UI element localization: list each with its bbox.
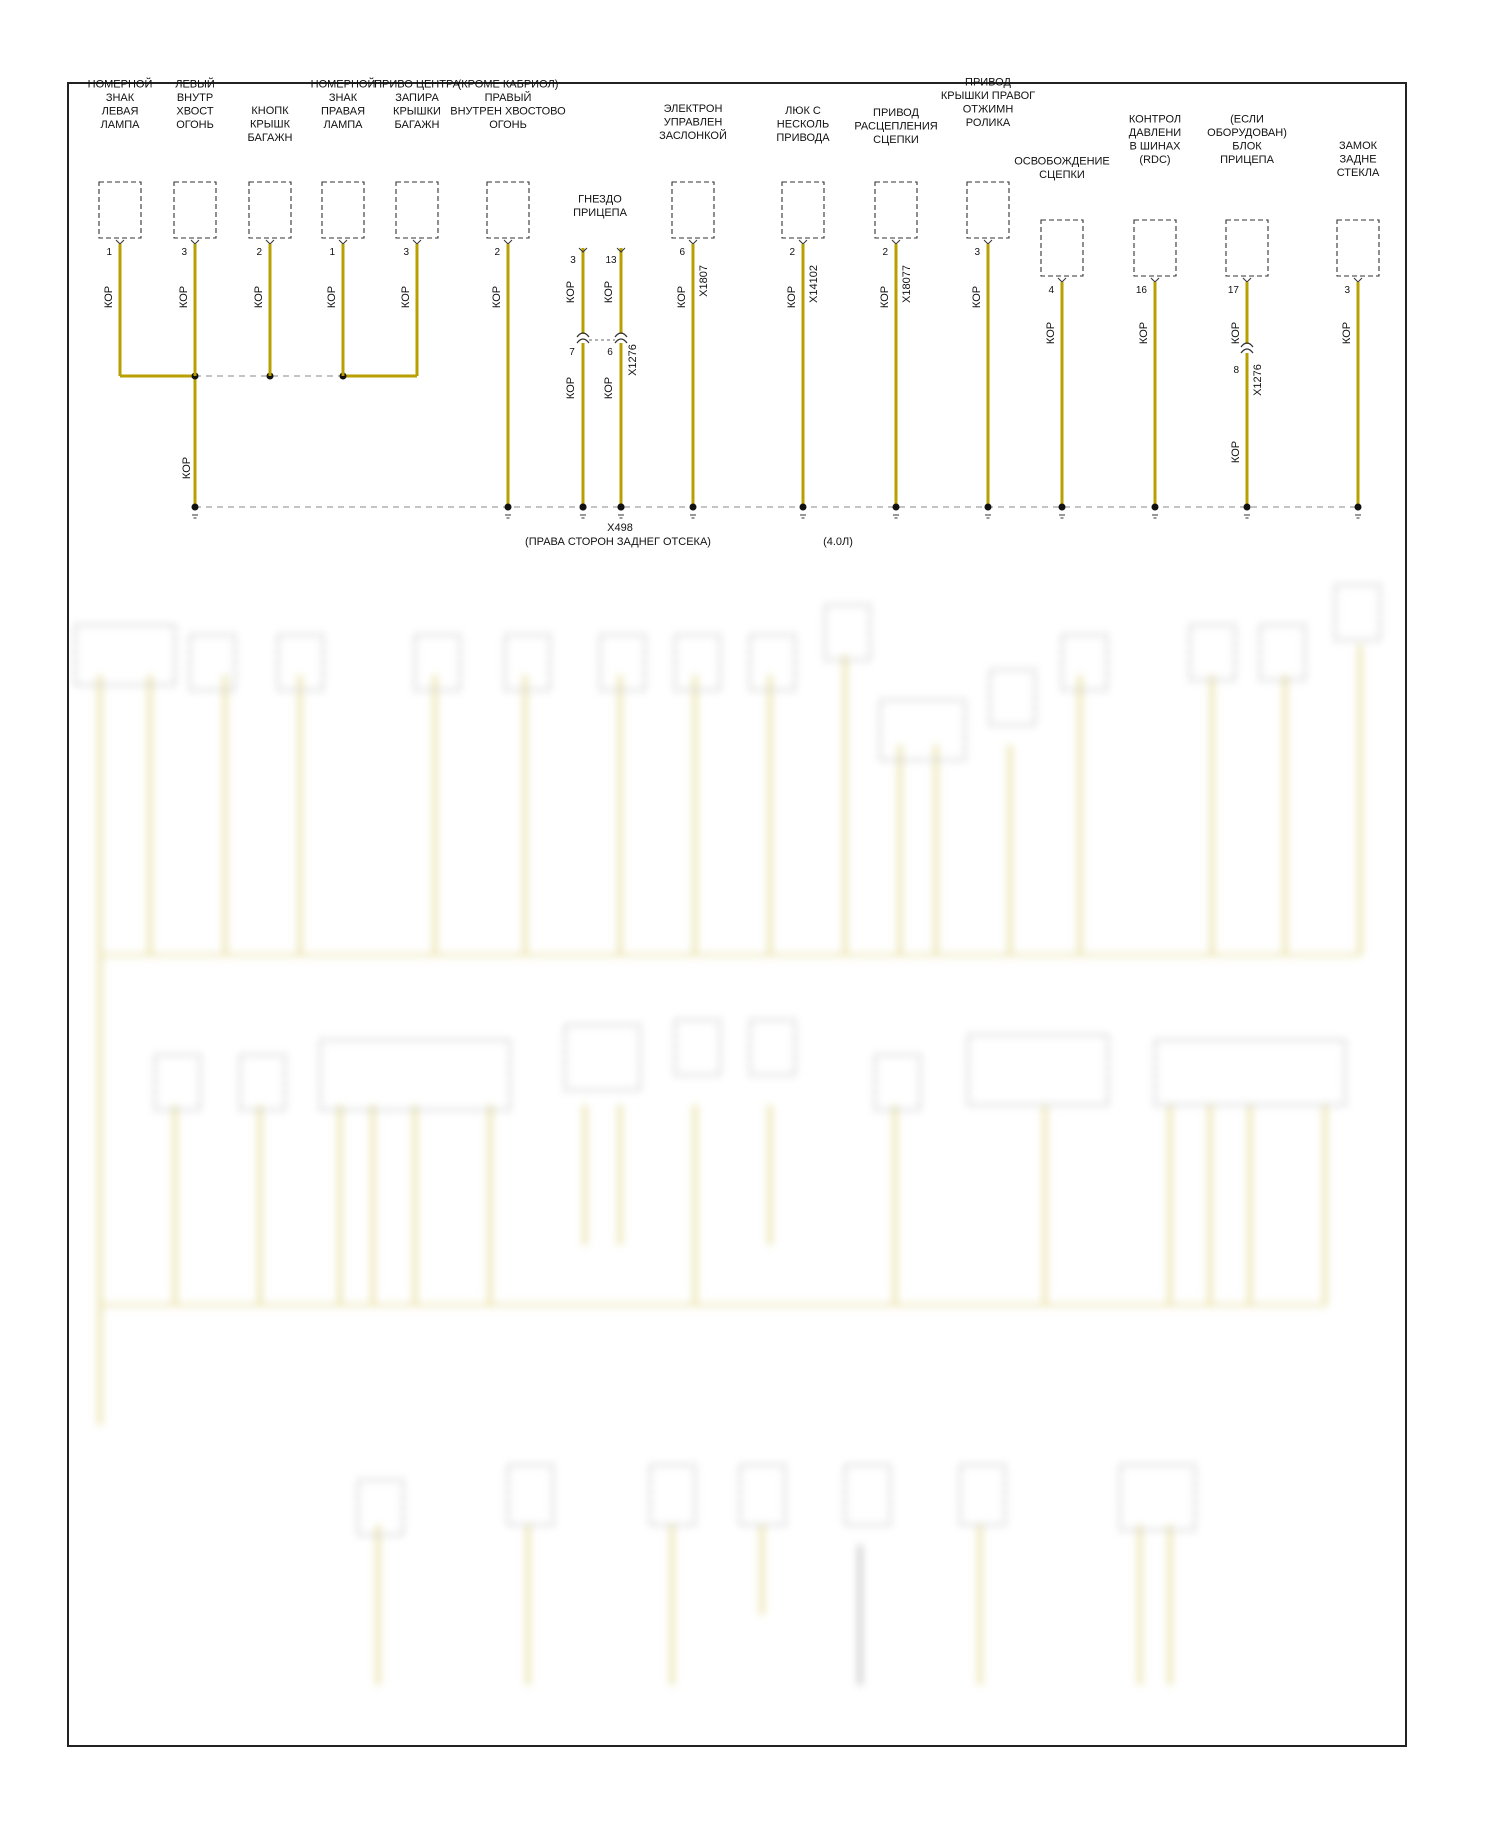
- wire-color-label: КОР: [603, 376, 615, 400]
- ground-node: [800, 504, 807, 511]
- connector-id: X1807: [698, 265, 710, 297]
- component-label: ЗАПИРА: [395, 92, 439, 104]
- wire-color-label: КОР: [1341, 321, 1353, 345]
- component-label: НОМЕРНОЙ: [87, 78, 153, 91]
- wire-color-label: КОР: [400, 285, 412, 309]
- component-label: ПРИВОДА: [776, 132, 830, 144]
- component-label: ЛАМПА: [100, 119, 140, 131]
- ground-node: [985, 504, 992, 511]
- component-label: БАГАЖН: [394, 119, 440, 131]
- component-label: ВНУТРЕН ХВОСТОВО: [450, 105, 566, 118]
- inline-connector-symbol: [1241, 343, 1253, 347]
- component-box: [174, 182, 216, 238]
- component-label: (КРОМЕ КАБРИОЛ): [457, 78, 559, 91]
- component-label: СТЕКЛА: [1336, 167, 1380, 179]
- ground-node: [1059, 504, 1066, 511]
- ground-location: (ПРАВА СТОРОН ЗАДНЕГ ОТСЕКА): [525, 536, 711, 548]
- component-label: ЗАМОК: [1338, 140, 1378, 152]
- component-label: ГНЕЗДО: [578, 193, 622, 206]
- pin-number: 13: [605, 255, 617, 266]
- inline-connector-symbol: [577, 333, 589, 337]
- connector-id: X1276: [1252, 364, 1264, 396]
- connector-arrow: [116, 240, 124, 244]
- connector-id: X18077: [901, 265, 913, 303]
- component-box: [487, 182, 529, 238]
- pin-number: 1: [106, 247, 112, 258]
- component-label: ПРАВЫЙ: [484, 92, 532, 104]
- component-label: ЛЮК С: [785, 105, 821, 117]
- component-label: В ШИНАХ: [1129, 140, 1181, 153]
- ground-node: [893, 504, 900, 511]
- component-label: РАСЦЕПЛЕНИЯ: [854, 120, 938, 133]
- component-label: ЗАСЛОНКОЙ: [659, 130, 727, 142]
- ground-node: [618, 504, 625, 511]
- ground-node: [1355, 504, 1362, 511]
- component-box: [1226, 220, 1268, 276]
- wire-color-label: КОР: [103, 285, 115, 309]
- component-label: ЛЕВЫЙ: [175, 78, 215, 91]
- wire-color-label: КОР: [565, 376, 577, 400]
- component-box: [1337, 220, 1379, 276]
- pin-number: 3: [403, 247, 409, 258]
- component-label: (ЕСЛИ: [1230, 113, 1264, 126]
- component-label: ХВОСТ: [176, 105, 214, 118]
- pin-number: 4: [1048, 285, 1054, 296]
- inline-connector-symbol: [577, 339, 589, 343]
- component-label: ОГОНЬ: [176, 119, 214, 131]
- wire-color-label: КОР: [879, 285, 891, 309]
- wire-color-label: КОР: [1230, 321, 1242, 345]
- component-label: ЗНАК: [105, 92, 135, 104]
- component-label: ВНУТР: [176, 92, 214, 104]
- component-label: НЕСКОЛЬ: [776, 118, 830, 131]
- component-box: [99, 182, 141, 238]
- ground-node: [580, 504, 587, 511]
- connector-arrow: [984, 240, 992, 244]
- component-label: СЦЕПКИ: [1039, 169, 1085, 181]
- component-label: КРЫШКИ: [393, 105, 441, 118]
- component-box: [1134, 220, 1176, 276]
- component-box: [782, 182, 824, 238]
- component-label: ПРАВАЯ: [320, 105, 366, 118]
- pin-number: 3: [181, 247, 187, 258]
- component-box: [875, 182, 917, 238]
- pin-number: 6: [607, 347, 613, 358]
- wire-color-label: КОР: [1138, 321, 1150, 345]
- pin-number: 3: [1344, 285, 1350, 296]
- component-label: (RDC): [1139, 154, 1171, 166]
- connector-id: X1276: [627, 344, 639, 376]
- component-box: [396, 182, 438, 238]
- component-label: КНОПК: [251, 105, 289, 117]
- ground-node: [505, 504, 512, 511]
- connector-id: X14102: [808, 265, 820, 303]
- wire-color-label: КОР: [1230, 440, 1242, 464]
- component-label: ОСВОБОЖДЕНИЕ: [1014, 155, 1110, 168]
- component-label: КРЫШКИ ПРАВОГ: [940, 90, 1036, 102]
- pin-number: 2: [882, 247, 888, 258]
- pin-number: 17: [1227, 285, 1239, 296]
- wire-color-label: КОР: [676, 285, 688, 309]
- ground-node: [192, 504, 199, 511]
- component-label: РОЛИКА: [965, 117, 1011, 129]
- connector-arrow: [1354, 278, 1362, 282]
- connector-arrow: [339, 240, 347, 244]
- inline-connector-symbol: [615, 339, 627, 343]
- component-label: ЗНАК: [328, 92, 358, 104]
- component-label: ЛЕВАЯ: [101, 105, 139, 118]
- connector-arrow: [1058, 278, 1066, 282]
- component-box: [967, 182, 1009, 238]
- component-label: НОМЕРНОЙ: [310, 78, 376, 91]
- component-label: ЭЛЕКТРОН: [663, 103, 723, 115]
- pin-number: 7: [569, 347, 575, 358]
- wire-color-label: КОР: [178, 285, 190, 309]
- connector-arrow: [1151, 278, 1159, 282]
- ground-node: [1244, 504, 1251, 511]
- connector-arrow: [1243, 278, 1251, 282]
- wire-color-label: КОР: [491, 285, 503, 309]
- connector-arrow: [689, 240, 697, 244]
- component-label: ОТЖИМН: [962, 103, 1014, 116]
- pin-number: 16: [1135, 285, 1147, 296]
- component-label: ОБОРУДОВАН): [1207, 127, 1287, 139]
- connector-arrow: [504, 240, 512, 244]
- wire-color-label: КОР: [786, 285, 798, 309]
- component-label: ПРИВОД: [873, 107, 919, 119]
- component-label: ПРИВОД: [965, 76, 1011, 89]
- connector-arrow: [413, 240, 421, 244]
- component-label: ДАВЛЕНИ: [1128, 127, 1182, 139]
- component-label: КРЫШК: [250, 118, 290, 131]
- pin-number: 3: [570, 255, 576, 266]
- component-box: [672, 182, 714, 238]
- wire-color-label: КОР: [971, 285, 983, 309]
- wire-color-label: КОР: [326, 285, 338, 309]
- ground-connector-id: X498: [607, 522, 633, 534]
- pin-number: 1: [329, 247, 335, 258]
- inline-connector-symbol: [615, 333, 627, 337]
- pin-number: 6: [679, 247, 685, 258]
- pin-number: 2: [494, 247, 500, 258]
- wire-color-label: КОР: [181, 456, 193, 480]
- component-box: [249, 182, 291, 238]
- component-label: ПРИЦЕПА: [1220, 154, 1274, 166]
- ground-node: [1152, 504, 1159, 511]
- pin-number: 3: [974, 247, 980, 258]
- component-label: ПРИЦЕПА: [573, 207, 627, 219]
- ground-node: [690, 504, 697, 511]
- component-label: ЗАДНЕ: [1339, 153, 1377, 166]
- wire-color-label: КОР: [253, 285, 265, 309]
- connector-arrow: [266, 240, 274, 244]
- component-label: ОГОНЬ: [489, 119, 527, 131]
- component-label: ЛАМПА: [323, 119, 363, 131]
- wire-color-label: КОР: [603, 280, 615, 304]
- component-label: ПРИВО ЦЕНТРА: [374, 78, 460, 91]
- engine-note: (4.0Л): [823, 536, 853, 548]
- pin-number: 2: [789, 247, 795, 258]
- component-label: СЦЕПКИ: [873, 134, 919, 146]
- component-box: [322, 182, 364, 238]
- inline-connector-symbol: [1241, 349, 1253, 353]
- connector-arrow: [191, 240, 199, 244]
- pin-number: 2: [256, 247, 262, 258]
- component-label: БАГАЖН: [247, 132, 293, 144]
- component-label: БЛОК: [1232, 140, 1262, 153]
- connector-arrow: [892, 240, 900, 244]
- wire-color-label: КОР: [1045, 321, 1057, 345]
- component-label: КОНТРОЛ: [1128, 113, 1182, 126]
- wire-color-label: КОР: [565, 280, 577, 304]
- connector-arrow: [799, 240, 807, 244]
- pin-number: 8: [1233, 365, 1239, 376]
- component-box: [1041, 220, 1083, 276]
- blurred-lower-diagram: [60, 545, 1412, 1755]
- component-label: УПРАВЛЕН: [663, 116, 723, 129]
